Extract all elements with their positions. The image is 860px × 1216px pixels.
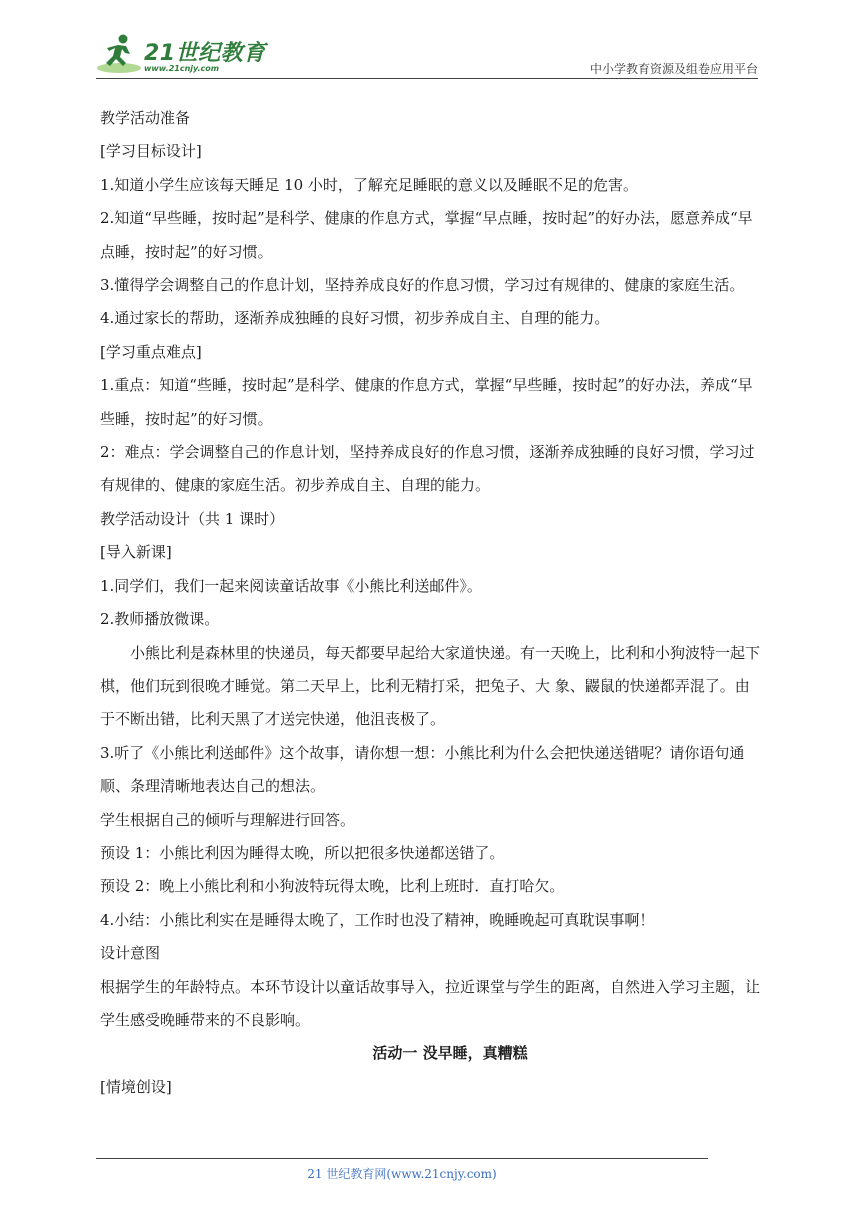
subsection-heading: [学习目标设计]: [100, 142, 202, 161]
subsection-heading: [情境创设]: [100, 1077, 172, 1096]
subsection-heading: [学习重点难点]: [100, 342, 202, 361]
paragraph: 1.知道小学生应该每天睡足 10 小时，了解充足睡眠的意义以及睡眠不足的危害。: [100, 175, 638, 194]
paragraph: 2.教师播放微课。: [100, 610, 220, 629]
paragraph: 2：难点：学会调整自己的作息计划，坚持养成良好的作息习惯，逐渐养成独睡的良好习惯，学习过有规律的、健康的家庭生活。初步养成自主、自理的能力。: [100, 443, 755, 495]
platform-name: 中小学教育资源及组卷应用平台: [589, 62, 758, 76]
section-heading: 教学活动准备: [100, 109, 191, 127]
story-paragraph: 小熊比利是森林里的快递员，每天都要早起给大家道快递。有一天晚上，比利和小狗波特一起下棋，他们玩到很晚才睡觉。第二天早上，比利无精打采，把兔子、大 象、鼹鼠的快递都弄混了。由于不断出错，比利天黑了才送完快递，他沮丧极了。: [100, 643, 761, 729]
paragraph: 预设 2：晚上小熊比利和小狗波特玩得太晚，比利上班时．直打哈欠。: [100, 877, 565, 896]
activity-title: 活动一 没早睡，真糟糕: [372, 1044, 528, 1063]
paragraph: 3.听了《小熊比利送邮件》这个故事，请你想一想：小熊比利为什么会把快递送错呢？请你语句通顺、条理清晰地表达自己的想法。: [100, 743, 745, 796]
paragraph: 1.同学们，我们一起来阅读童话故事《小熊比利送邮件》。: [100, 576, 482, 595]
section-heading: 设计意图: [100, 944, 161, 963]
page-header: [96, 30, 758, 78]
logo-text: 21世纪教育: [144, 41, 266, 66]
section-heading: 教学活动设计（共 1 课时）: [100, 509, 285, 528]
page-footer: 21 世纪教育网(www.21cnjy.com): [307, 1167, 497, 1181]
paragraph: 学生根据自己的倾听与理解进行回答。: [100, 810, 356, 829]
paragraph: 1.重点：知道“些睡，按时起”是科学、健康的作息方式，掌握“早些睡，按时起”的好办法，养成“早些睡，按时起”的好习惯。: [100, 376, 753, 428]
document-body: [100, 102, 760, 1104]
runner-logo-icon: [96, 32, 142, 76]
footer-divider: [96, 1158, 708, 1159]
subsection-heading: [导入新课]: [100, 543, 172, 562]
paragraph: 预设 1：小熊比利因为睡得太晚，所以把很多快递都送错了。: [100, 843, 505, 862]
paragraph: 4.通过家长的帮助，逐渐养成独睡的良好习惯，初步养成自主、自理的能力。: [100, 309, 610, 328]
logo-url: www.21cnjy.com: [144, 64, 220, 73]
logo: [96, 30, 266, 78]
paragraph: 根据学生的年龄特点。本环节设计以童话故事导入，拉近课堂与学生的距离，自然进入学习主题，让学生感受晚睡带来的不良影响。: [100, 977, 761, 1029]
paragraph: 2.知道“早些睡，按时起”是科学、健康的作息方式，掌握“早点睡，按时起”的好办法，愿意养成“早点睡，按时起”的好习惯。: [100, 209, 753, 261]
paragraph: 4.小结：小熊比利实在是睡得太晚了，工作时也没了精神，晚睡晚起可真耽误事啊！: [100, 910, 655, 929]
header-divider: [96, 78, 758, 79]
paragraph: 3.懂得学会调整自己的作息计划，坚持养成良好的作息习惯，学习过有规律的、健康的家庭生活。: [100, 276, 745, 295]
